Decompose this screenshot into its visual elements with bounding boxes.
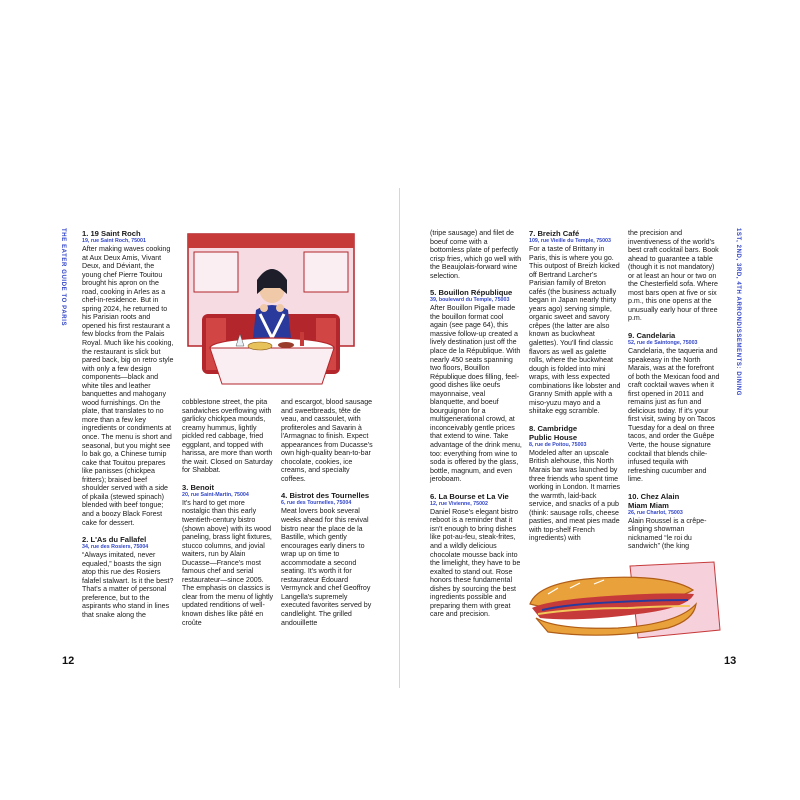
entry-body: the precision and inventiveness of the world's best craft cocktail bars. Book ahead to guarantee a table (though it is not mandatory) or at least an hour or two on the Chesterfield sofa. Where most bars open at five or six p.m., this one opens at the unusually early hour of three p.m. xyxy=(628,229,719,323)
entry-cambridge-public-house xyxy=(529,424,621,543)
entry-body: (tripe sausage) and filet de boeuf come with a bottomless plate of perfectly crisp fries, which go well with the Beaujolais-forward wine selection. xyxy=(430,229,522,280)
entry-continuation xyxy=(430,229,522,280)
left-page-number: 12 xyxy=(62,655,75,667)
entry-heading: 4. Bistrot des Tournelles xyxy=(281,491,370,501)
right-running-head: 1ST, 2ND, 3RD, 4TH ARRONDISSEMENTS: DINING xyxy=(735,228,741,396)
bistro-illustration xyxy=(182,228,360,390)
right-column-1 xyxy=(430,229,522,627)
entry-heading: 1. 19 Saint Roch xyxy=(82,229,141,238)
entry-chez-alain-miam-miam xyxy=(628,492,720,551)
entry-heading: 6. La Bourse et La Vie xyxy=(430,491,509,501)
entry-address: 52, rue de Saintonge, 75003 xyxy=(628,340,698,347)
entry-address: 19, rue Saint Roch, 75001 xyxy=(82,238,146,244)
entry-heading: 7. Breizh Café xyxy=(529,229,580,238)
right-column-3 xyxy=(628,229,720,559)
entry-body: Daniel Rose's elegant bistro reboot is a reminder that it isn't enough to bring dishes like pot-au-feu, steak-frites, and a wildly delicious chocolate mousse back into the limelight, they have to be exalted to stand out. Rose honors these fundamental dishes by sourcing the best ingredients possible and preparing them with great care and precision. xyxy=(430,507,521,619)
entry-address: 8, rue de Poitou, 75003 xyxy=(529,441,587,448)
entry-heading: 9. Candelaria xyxy=(628,331,676,341)
left-column-2 xyxy=(182,398,274,635)
entry-body: Meat lovers book several weeks ahead for this revival bistro near the place de la Bastille, which gently encourages early diners to wrap up on time to accommodate a second seating. It's worth it for restaurateur Édouard Vermynck and chef Geoffroy Langella's supremely executed favorites served by candlelight. The grilled andouillette xyxy=(281,507,372,627)
left-column-1 xyxy=(82,229,174,627)
entry-continuation xyxy=(182,398,274,475)
left-running-head: THE EATER GUIDE TO PARIS xyxy=(60,228,66,327)
entry-body: cobblestone street, the pita sandwiches overflowing with garlicky chickpea mounds, creamy hummus, lightly pickled red cabbage, fried eggplant, and topped with harissa, are more than worth the wait. Closed on Saturday for Shabbat. xyxy=(182,398,273,475)
page-spine xyxy=(399,188,400,688)
entry-body: Alain Roussel is a crêpe-slinging showman nicknamed “le roi du sandwich” (the king xyxy=(628,516,707,551)
entry-body: After making waves cooking at Aux Deux Amis, Vivant Deux, and Déviant, the young chef Pierre Touitou brought his apron on the road, cooking in Arles as a chef-in-residence. But in spring 2024, he returned to his Parisian roots and opened his first restaurant a few blocks from the Palais Royal. Much like his cooking, the restaurant is slick but pared back, big on retro style with only a few design components—black and white tiles and leather banquettes and mahogany wood furnishings. On the plate, that translates to no more than a few key ingredients or condiments at once. The menu is short and seasonal, but you might see lo bak go, a Chinese turnip cake that Touitou prepares like panisses (chickpea fritters); braised beef shoulder served with a side of pkaila (stewed spinach) blended with beef tongue; and a boozy Black Forest cake for dessert. xyxy=(82,245,174,527)
entry-heading: 3. Benoit xyxy=(182,482,215,492)
left-column-3 xyxy=(281,398,373,635)
entry-las-du-fallafel xyxy=(82,535,174,619)
sandwich-illustration xyxy=(518,560,723,642)
right-column-2 xyxy=(529,229,621,551)
entry-continuation xyxy=(628,229,720,323)
entry-body: “Always imitated, never equaled,” boasts the sign atop this rue des Rosiers falafel stalwart. Is it the best? That's a matter of personal preference, but to the aspirants who stand in lines that snake along the xyxy=(82,551,174,619)
entry-address: 6, rue des Tournelles, 75004 xyxy=(281,500,352,507)
entry-heading: 8. Cambridge Public House xyxy=(529,423,578,442)
entry-address: 12, rue Vivienne, 75002 xyxy=(430,500,488,507)
entry-body: Modeled after an upscale British alehouse, this North Marais bar was launched by three friends who spent time working in London. It marries the warmth, laid-back service, and snacks of a pub (think: sausage rolls, cheese pasties, and meat pies made with top-shelf French ingredients) with xyxy=(529,448,621,543)
right-page-number: 13 xyxy=(724,655,737,667)
entry-body: After Bouillon Pigalle made the bouillon format cool again (see page 64), this massive follow-up created a lively destination just off the place de la République. With nearly 450 seats spanning two floors, Bouillon République does filling, feel-good dishes like oeufs mayonnaise, veal blanquette, and boeuf bourguignon for a multigenerational crowd, at inconceivably gentle prices that extend to wine. Take advantage of the drink menu, too: everything from wine to soda is offered by the glass, bottle, magnum, and even jeroboam. xyxy=(430,304,522,484)
entry-heading: 5. Bouillon République xyxy=(430,288,513,298)
entry-address: 34, rue des Rosiers, 75004 xyxy=(82,544,149,551)
entry-address: 26, rue Charlot, 75003 xyxy=(628,509,683,516)
entry-bouillon-republique xyxy=(430,288,522,483)
entry-body: It's hard to get more nostalgic than this early twentieth-century bistro (shown above) with its wood paneling, brass light fixtures, stucco columns, and jovial waiters, run by Alain Ducasse—France's most famous chef and serial restaurateur—since 2005. The emphasis on classics is clear from the menu of lightly updated renditions of well-known dishes like pâté en croûte xyxy=(182,498,274,627)
entry-19-saint-roch xyxy=(82,229,174,527)
entry-heading: 2. L'As du Fallafel xyxy=(82,535,147,545)
entry-address: 20, rue Saint-Martin, 75004 xyxy=(182,491,249,498)
entry-breizh-cafe xyxy=(529,229,621,416)
entry-address: 109, rue Vieille du Temple, 75003 xyxy=(529,238,611,244)
entry-heading: 10. Chez Alain Miam Miam xyxy=(628,491,680,510)
entry-body: and escargot, blood sausage and sweetbreads, tête de veau, and cassoulet, with profiteroles and Savarin à l'Armagnac to finish. Expect appearances from Ducasse's own high-quality bean-to-bar chocolate, cookies, ice creams, and specialty coffees. xyxy=(281,398,373,483)
entry-la-bourse-et-la-vie xyxy=(430,492,522,619)
entry-candelaria xyxy=(628,331,720,484)
entry-benoit xyxy=(182,483,274,627)
entry-body: Candelaria, the taqueria and speakeasy in the North Marais, was at the forefront of both the Mexican food and craft cocktail waves when it first opened in 2011 and remains just as fun and delicious today. If it's your first visit, swing by on Tacos Tuesday for a deal on three tacos, and order the Guêpe Verte, the house signature cocktail that blends chile-infused tequila with refreshing cucumber and lime. xyxy=(628,347,720,484)
entry-continuation xyxy=(281,398,373,483)
entry-bistrot-des-tournelles xyxy=(281,491,373,627)
entry-body: For a taste of Brittany in Paris, this is where you go. This outpost of Breizh kicked off Bertrand Larcher's Parisian family of Breton cafés (the business actually began in Japan nearly thirty years ago) serving simple, organic sweet and savory crêpes (the latter are also known as buckwheat galettes). You'll find classic flavors as well as galette rolls, where the buckwheat dough is folded into mini wraps, with less expected combinations like lobster and Granny Smith apple with a miso-yuzu mayo and a shiitake egg scramble. xyxy=(529,245,621,416)
entry-address: 39, boulevard du Temple, 75003 xyxy=(430,297,510,304)
